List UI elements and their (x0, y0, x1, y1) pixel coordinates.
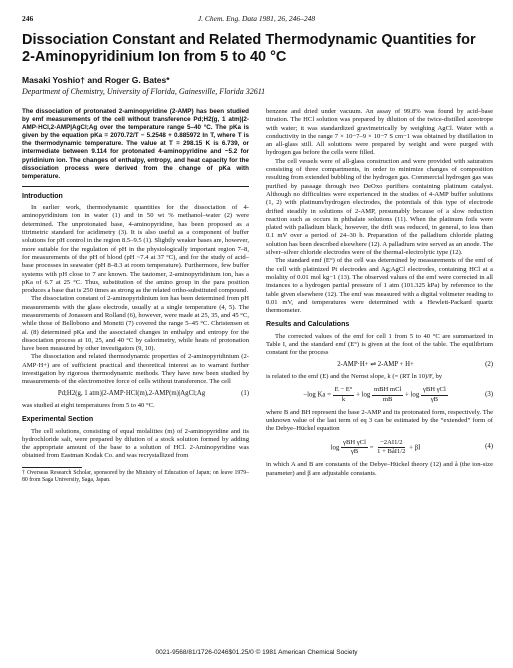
eq4-rhs-numerator: −2AI1/2 (378, 439, 404, 448)
abstract: The dissociation of protonated 2-aminopyridine (2-AMP) has been studied by emf measurements of the cell without transference Pd;H2(g, 1 atm)|2-AMP·HCl,2-AMP|AgCl;Ag over the temperature range 5–40 °C. The pKa is given by the equation pKa = 2070.72/T − 5.2548 + 0.885972 ln T, where T is the thermodynamic temperature. The value at T = 298.15 K is 6.739, or intermediate between 9.114 for protonated 4-aminopyridine and ~5.2 for pyridinium ion. The changes of enthalpy, entropy, and heat capacity for the dissociation process were derived from the change of pKa with temperature. (22, 108, 249, 180)
equation-3 (266, 386, 493, 404)
results-heading: Results and Calculations (266, 321, 350, 329)
eq3-t3-numerator: γBH γCl (421, 386, 448, 395)
eq4-lhs-denominator: γB (350, 447, 359, 455)
eq4-equals: = (369, 444, 374, 452)
equation-1 (22, 390, 249, 398)
equation-3-followup: where B and BH represent the base 2-AMP and its protonated form, respectively. The unknown value of the last term of eq 3 can be estimated by the “extended” form of the Debye–Hückel equation (266, 408, 493, 433)
dissociation-equation: 2-AMP·H+ ⇌ 2-AMP + H+ (337, 360, 414, 368)
footnote-divider (22, 467, 82, 468)
eq3-fraction-1 (333, 386, 355, 404)
authors: Masaki Yoshio† and Roger G. Bates* (22, 75, 170, 85)
equation-4-followup: in which A and B are constants of the Debye–Hückel theory (12) and å (the ion-size parameter) and β are adjustable constants. (266, 461, 493, 477)
eq3-fraction-2 (372, 386, 403, 404)
eq4-lhs-prefix: log (330, 444, 340, 452)
equation-number: (2) (485, 360, 493, 368)
equation-3-body (266, 386, 485, 404)
affiliation: Department of Chemistry, University of Florida, Gainesville, Florida 32611 (22, 87, 266, 96)
body-paragraph: The standard emf (E°) of the cell was determined by measurements of the emf of the cell with platinized Pt electrodes and Ag;AgCl electrodes, containing HCl at a molality of 0.01 mol kg−1 (13). The observed values of the emf were corrected in all instances to a hydrogen partial pressure of 1 atm (101.325 kPa) by reference to the table given elsewhere (12). The emf was measured with a digital voltmeter reading to 0.01 mV, and temperatures were determined with a Hewlett-Packard quartz thermometer. (266, 257, 493, 315)
results-paragraph: The corrected values of the emf for cell 1 from 5 to 40 °C are summarized in Table I, and the standard emf (E°) is given at the foot of the table. The equilibrium constant for the process (266, 332, 493, 357)
introduction-heading: Introduction (22, 192, 63, 200)
equation-4 (266, 439, 493, 457)
eq3-fraction-3 (421, 386, 448, 404)
eq4-lhs-numerator: γBH γCl (341, 439, 368, 448)
right-column (266, 108, 493, 478)
body-paragraph: benzene and dried under vacuum. An assay of 99.8% was found by acid–base titration. The HCl solution was prepared by dilution of the twice-distilled azeotrope with water; it was standardized gravimetrically by weighing AgCl. Water with a conductivity in the range 7 × 10−7–9 × 10−7 S cm−1 was obtained by distillation in an all-glass still. All solutions were prepared by weight and were purged with hydrogen gas before the cells were filled. (266, 108, 493, 157)
footnote: † Overseas Research Scholar, sponsored by the Ministry of Education of Japan; on leave 1979–80 from Saga University, Saga, Japan. (22, 469, 249, 483)
journal-citation: J. Chem. Eng. Data 1981, 26, 246–248 (197, 14, 316, 23)
equation-2 (266, 361, 493, 369)
eq3-t2-numerator: mBH mCl (372, 386, 403, 395)
experimental-heading: Experimental Section (22, 416, 94, 424)
eq3-t1-denominator: k (341, 395, 346, 403)
equation-2-followup: is related to the emf (E) and the Nernst slope, k (= (RT ln 10)/F, by (266, 372, 443, 380)
eq3-t2-prefix: + log (356, 391, 371, 399)
eq3-t1-numerator: E − E° (333, 386, 355, 395)
eq3-lhs: −log Ka = (303, 391, 331, 399)
equation-number: (3) (485, 390, 493, 398)
article-title: Dissociation Constant and Related Thermodynamic Quantities for 2-Aminopyridinium Ion from 5 to 40 °C (22, 32, 476, 65)
equation-number: (1) (241, 389, 249, 397)
eq4-rhs-suffix: + βI (409, 444, 421, 452)
equation-4-body (266, 439, 485, 457)
running-header (22, 14, 491, 26)
experimental-paragraph: The cell solutions, consisting of equal molalities (m) of 2-aminopyridine and its hydrochloride salt, were prepared by dilution of a stock solution formed by adding the appropriate amount of the base to a solution of HCl. 2-Aminopyridine was obtained from Eastman Kodak Co. and was recrystallized from (22, 427, 249, 460)
intro-paragraph: The dissociation constant of 2-aminopyridinium ion has been determined from pH measurements with the glass electrode, usually at a single temperature (4, 5). The measurements of Jonassen and Rolland (6), however, were made at 25, 35, and 45 °C, while those of Bellobono and Monetti (7) covered the range 5–45 °C. Christensen et al. (8) determined pKa and the associated changes in enthalpy and entropy for the dissociation process at 10, 25, and 40 °C by calorimetry, while heats of protonation have been measured by other investigators (9, 10). (22, 295, 249, 353)
eq4-rhs-denominator: 1 + BåI1/2 (377, 447, 406, 455)
page-number: 246 (22, 14, 34, 23)
abstract-divider (22, 186, 249, 187)
intro-paragraph: In earlier work, thermodynamic quantities for the dissociation of 4-aminopyridinium ion in water (1) and in 50 wt % methanol–water (2) were determined. The unprotonated base, 4-aminopyridine, has been proposed as a titrimetric standard for acidimetry (3). It is also useful as a component of buffer solutions for pH control in the region 8.5–9.5 (1). Slightly weaker bases are, however, more suitable for the regulation of pH in the physiologically important region 7–8, for measurements of the pH of blood (pH ~7.4 at 37 °C), and for the study of acid–base processes in seawater (pH 8–8.3 at room temperature). Furthermore, few buffer systems with pH close to 7 are known. The tautomer, 2-aminopyridinium ion, has a pKa of 6.7 at 25 °C. Thus, substitution of the amino group in the para position produces a base that is 250 times as strong as the related ortho-substituted compound. (22, 204, 249, 295)
body-paragraph: The cell vessels were of all-glass construction and were provided with saturators consisting of three compartments, in order to minimize changes of composition resulting from extended bubbling of the hydrogen gas. Commercial hydrogen gas was purified by passage through two DeOxo purifiers containing platinum catalyst. Although no difficulties were experienced in the studies of 4-AMP buffer solutions (1, 2) with platinum/hydrogen electrodes, the potentials of this type of electrode drifted steadily in solutions of 2-AMP, presumably because of a slow reduction reaction such as occurs in phthalate solutions (11). When the platinum foils were plated with palladium black, however, the drift was reduced, in general, to less than 0.1 mV over a period of 24–30 h. Preparation of the palladium chloride plating solution has been described elsewhere (12). A palladium wire served as an anode. The silver–silver chloride electrodes were of the thermal-electrolytic type (12). (266, 157, 493, 257)
left-column (22, 108, 249, 484)
eq4-rhs-fraction (375, 439, 407, 457)
intro-paragraph: The dissociation and related thermodynamic properties of 2-aminopyridinium (2-AMP·H+) are of sufficient practical and theoretical interest as to warrant further investigation by rigorous thermodynamic methods. They have now been studied by measurements of the electromotive force of cells without transference. The cell (22, 353, 249, 386)
eq3-t3-prefix: + log (405, 391, 420, 399)
cell-followup: was studied at eight temperatures from 5 to 40 °C. (22, 401, 155, 409)
equation-number: (4) (485, 443, 493, 451)
eq3-t2-denominator: mB (382, 395, 393, 403)
eq4-lhs-fraction (341, 439, 368, 457)
cell-equation: Pd;H2(g, 1 atm)|2-AMP·HCl(m),2-AMP(m)|AgCl;Ag (57, 389, 206, 397)
copyright-footer: 0021-9568/81/1726-0246$01.25/0 © 1981 American Chemical Society (155, 649, 358, 656)
eq3-t3-denominator: γB (430, 395, 439, 403)
